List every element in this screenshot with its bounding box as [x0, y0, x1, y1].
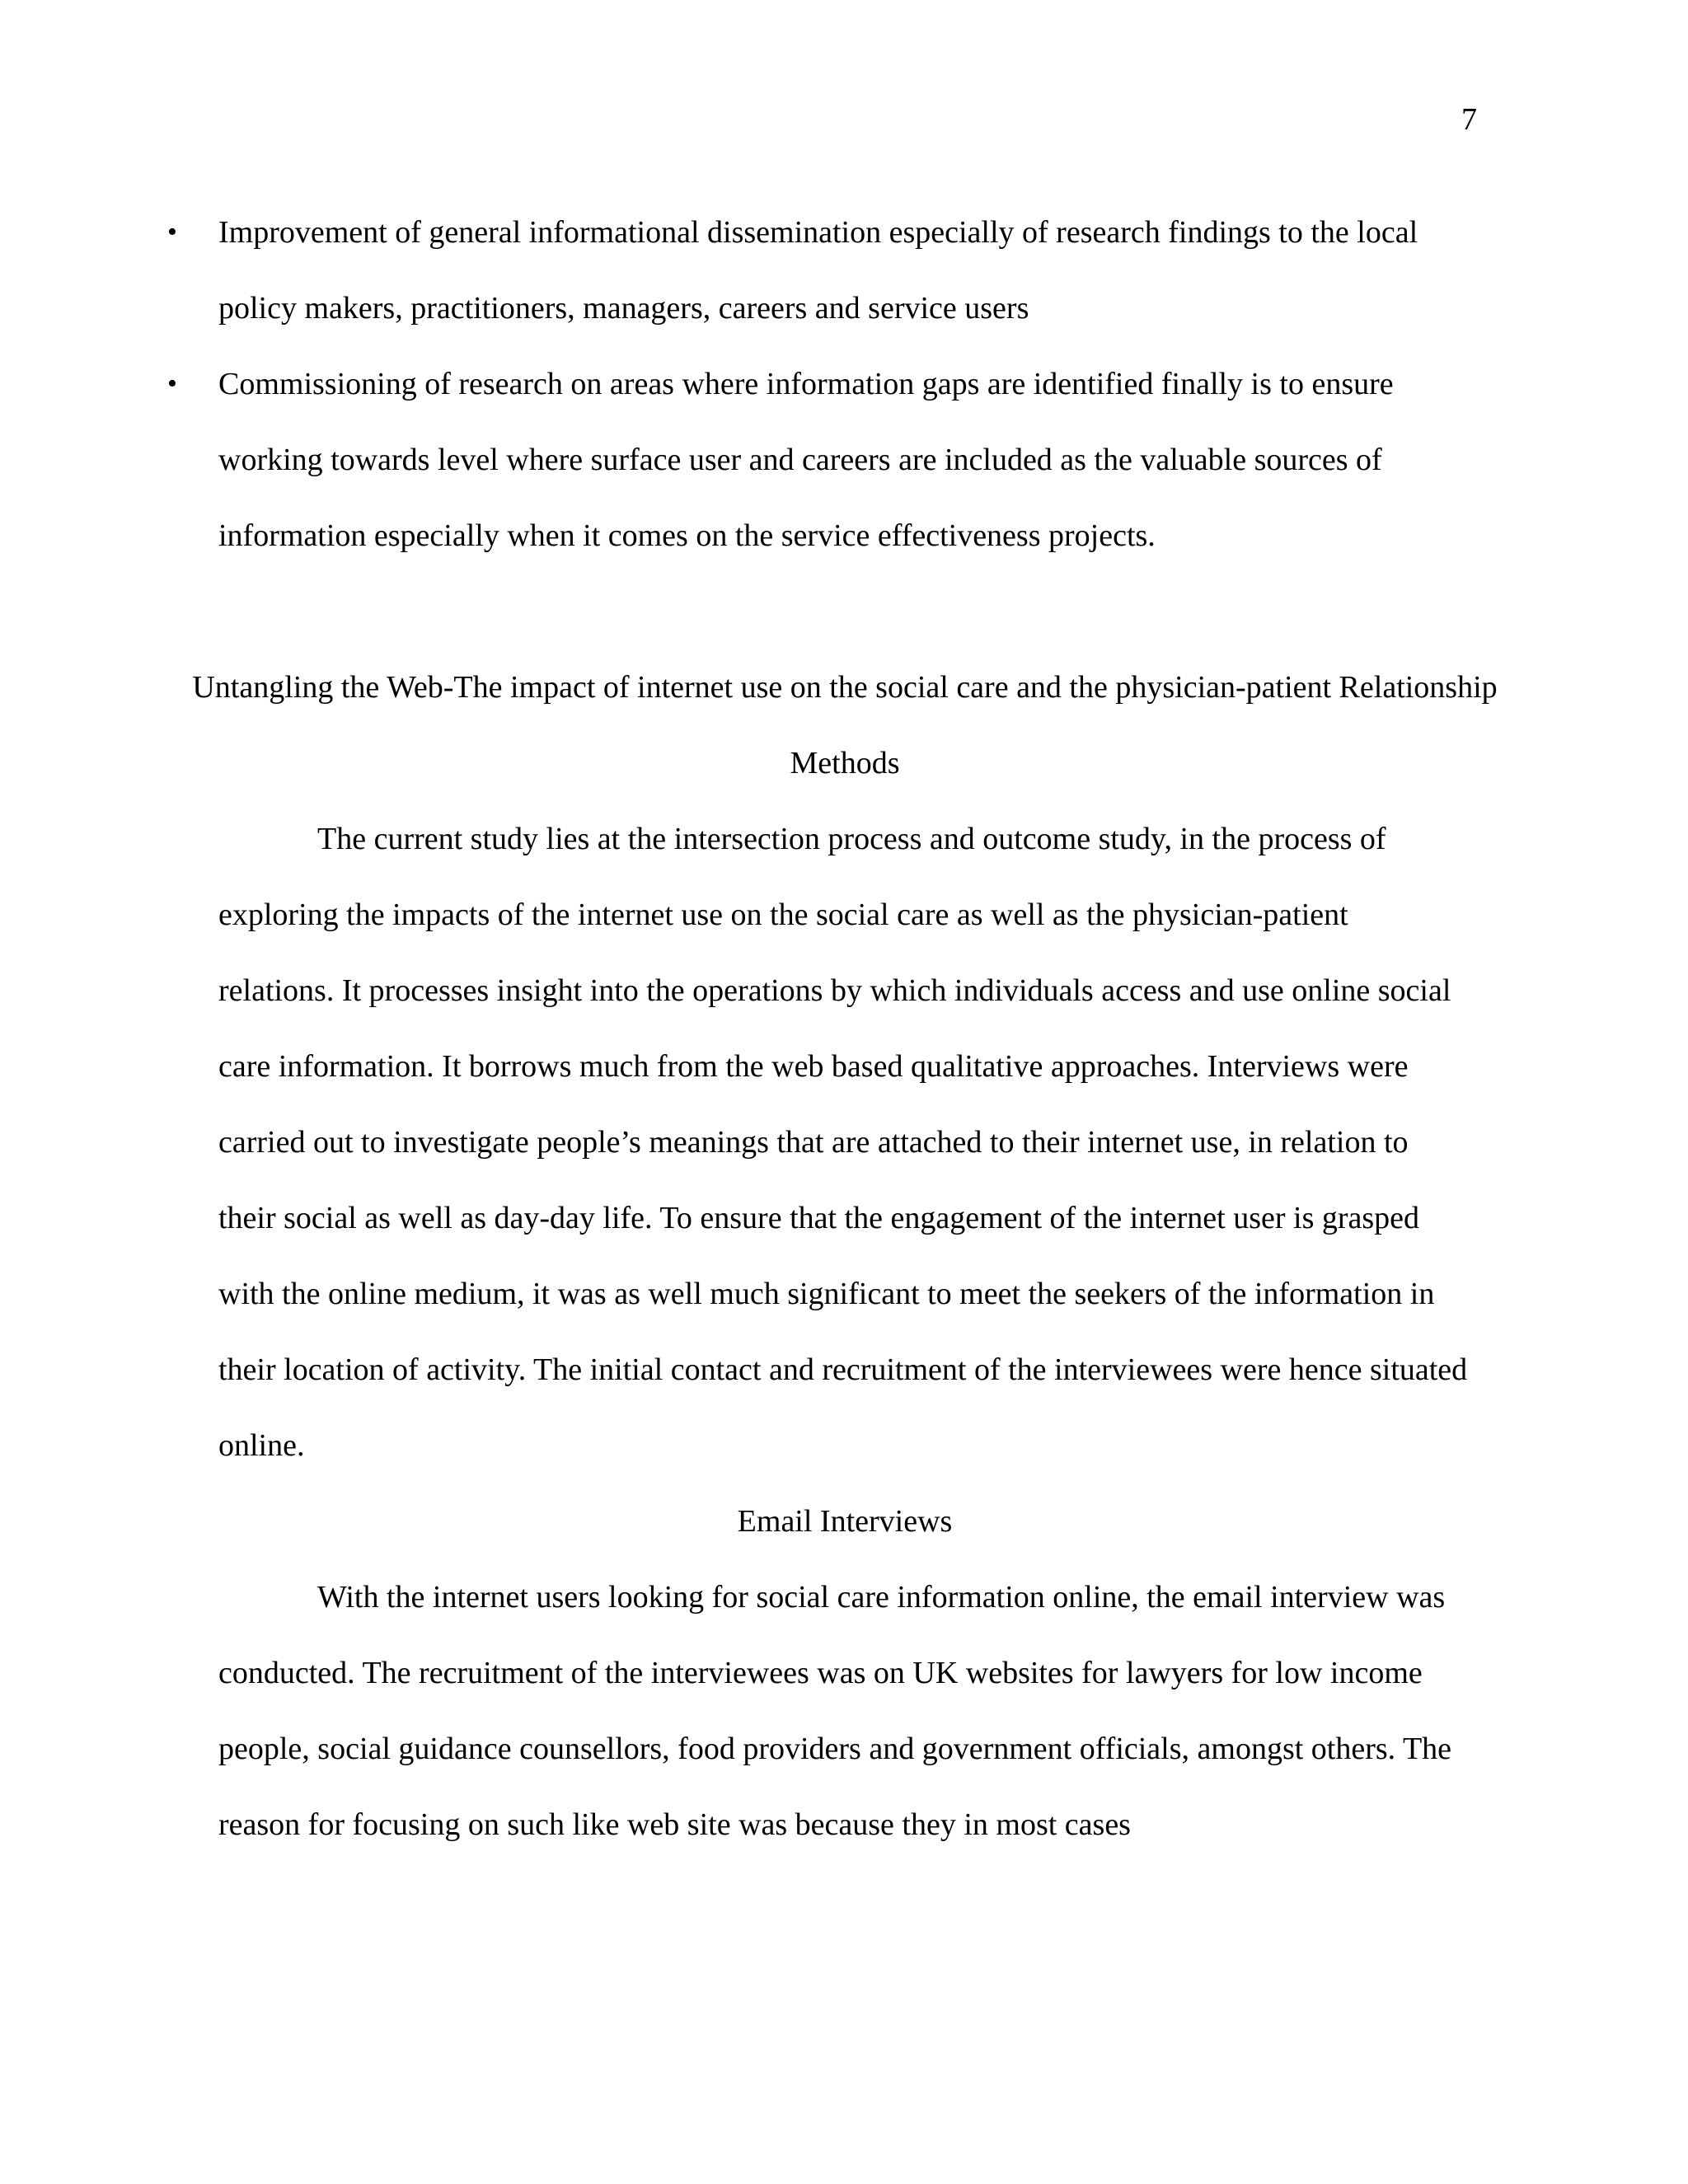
- page-number: 7: [1461, 102, 1477, 137]
- email-interviews-heading: Email Interviews: [737, 1504, 953, 1539]
- section-title: Untangling the Web-The impact of internet use on the social care and the physician-patient Relationship: [192, 670, 1498, 705]
- bullet-list: [167, 194, 1471, 574]
- bullet-item-commissioning: [167, 346, 1471, 574]
- blank-line: [218, 574, 1471, 649]
- bullet-text: Commissioning of research on areas where information gaps are identified finally is to ensure working towards level where surface user and careers are included as the valuable sources of information especially when it comes on the service effectiveness projects.: [218, 367, 1394, 553]
- bullet-icon: •: [167, 217, 177, 247]
- document-body: [167, 194, 1498, 1863]
- bullet-item-dissemination: [167, 194, 1471, 346]
- bullet-text: Improvement of general informational dissemination especially of research findings to the local policy makers, practitioners, managers, careers and service users: [218, 215, 1418, 326]
- bullet-icon: •: [167, 368, 177, 399]
- methods-heading: Methods: [790, 746, 900, 780]
- email-interviews-paragraph: With the internet users looking for social care information online, the email interview was conducted. The recruitment of the interviewees was on UK websites for lawyers for low income people, social guidance counsellors, food providers and government officials, amongst others. The reason for focusing on such like web site was because they in most cases: [218, 1580, 1452, 1842]
- methods-paragraph: The current study lies at the intersection process and outcome study, in the process of exploring the impacts of the internet use on the social care as well as the physician-patient relations. It processes insight into the operations by which individuals access and use online social care information. It borrows much from the web based qualitative approaches. Interviews were carried out to investigate people’s meanings that are attached to their internet use, in relation to their social as well as day-day life. To ensure that the engagement of the internet user is grasped with the online medium, it was as well much significant to meet the seekers of the information in their location of activity. The initial contact and recruitment of the interviewees were hence situated online.: [218, 822, 1468, 1463]
